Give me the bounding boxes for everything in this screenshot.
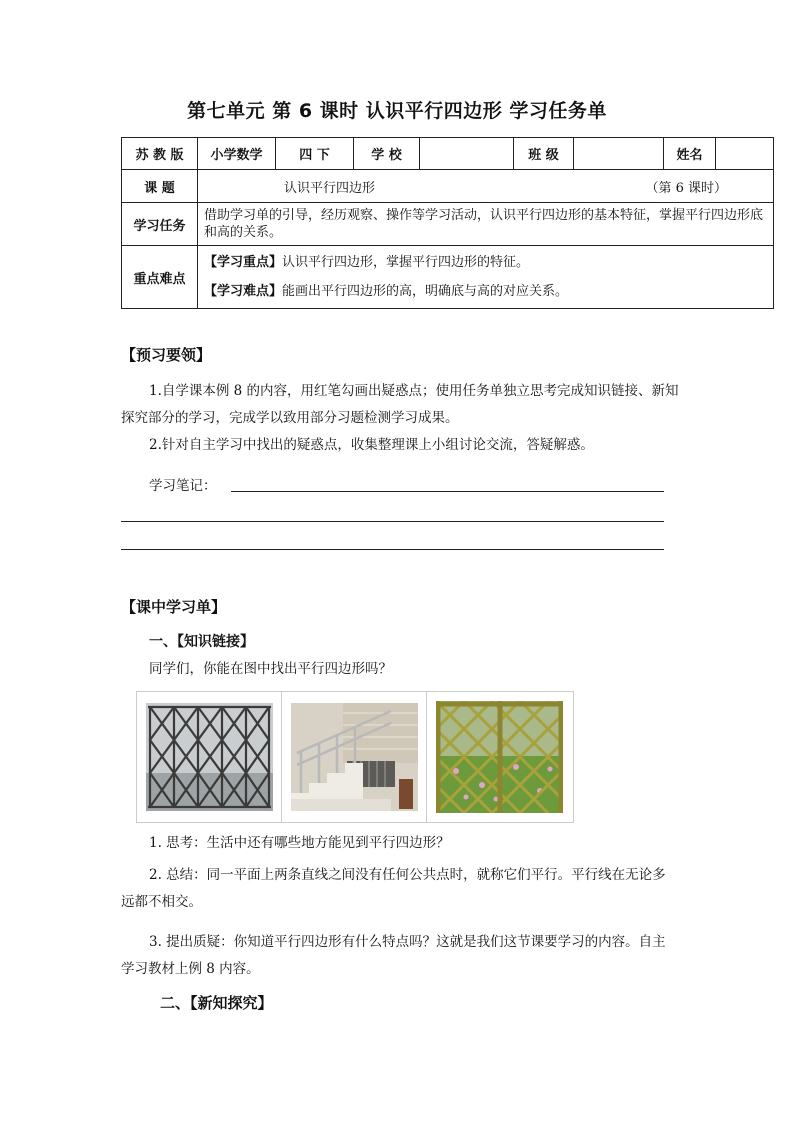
staircase-image — [291, 703, 418, 811]
notes-line-3[interactable] — [121, 549, 664, 550]
key-point: 【学习重点】认识平行四边形，掌握平行四边形的特征。 — [204, 255, 530, 270]
notes-line-2[interactable] — [121, 521, 664, 522]
preview-heading: 【预习要领】 — [121, 346, 212, 364]
class-label: 班 级 — [514, 138, 574, 170]
think-question: 1. 思考：生活中还有哪些地方能见到平行四边形？ — [149, 835, 450, 851]
bamboo-trellis-photo — [427, 692, 572, 822]
folding-gate-photo — [137, 692, 282, 822]
notes-label: 学习笔记： — [149, 478, 217, 494]
name-field[interactable] — [716, 138, 774, 170]
task-text: 借助学习单的引导，经历观察、操作等学习活动，认识平行四边形的基本特征，掌握平行四边形底和高的关系。 — [198, 203, 774, 246]
preview-p1: 1.自学课本例 8 的内容，用红笔勾画出疑惑点；使用任务单独立思考完成知识链接、新知探究部分的学习，完成学以致用部分习题检测学习成果。 — [121, 383, 679, 426]
new-knowledge-heading: 二、【新知探究】 — [160, 994, 273, 1012]
notes-line-1[interactable] — [231, 491, 664, 492]
task-label: 学习任务 — [122, 203, 198, 246]
knowledge-link-heading: 一、【知识链接】 — [149, 634, 254, 650]
school-field[interactable] — [420, 138, 514, 170]
school-label: 学 校 — [354, 138, 420, 170]
name-label: 姓名 — [664, 138, 716, 170]
page-title: 第七单元 第 6 课时 认识平行四边形 学习任务单 — [187, 100, 607, 122]
grade-cell: 四 下 — [276, 138, 354, 170]
difficult-point: 【学习难点】能画出平行四边形的高，明确底与高的对应关系。 — [204, 284, 569, 299]
version-label: 苏 教 版 — [122, 138, 198, 170]
key-difficult-cell — [198, 246, 774, 309]
lesson-number: （第 6 课时） — [645, 180, 727, 196]
key-difficult-label: 重点难点 — [122, 246, 198, 309]
class-field[interactable] — [574, 138, 664, 170]
topic-text: 认识平行四边形 — [284, 180, 376, 196]
preview-p2: 2.针对自主学习中找出的疑惑点，收集整理课上小组讨论交流，答疑解惑。 — [149, 437, 594, 453]
question-text: 同学们，你能在图中找出平行四边形吗？ — [149, 661, 392, 677]
topic-cell — [198, 170, 774, 203]
class-heading: 【课中学习单】 — [121, 598, 227, 616]
image-strip — [136, 691, 574, 823]
bamboo-trellis-image — [436, 701, 563, 813]
staircase-photo — [282, 692, 427, 822]
summary-text: 2. 总结：同一平面上两条直线之间没有任何公共点时，就称它们平行。平行线在无论多远都不相交。 — [121, 867, 666, 910]
folding-gate-image — [146, 703, 273, 811]
topic-label: 课 题 — [122, 170, 198, 203]
question-raise-text: 3. 提出质疑：你知道平行四边形有什么特点吗？这就是我们这节课要学习的内容。自主学习教材上例 8 内容。 — [121, 934, 666, 977]
subject-cell: 小学数学 — [198, 138, 276, 170]
info-table — [121, 137, 774, 309]
